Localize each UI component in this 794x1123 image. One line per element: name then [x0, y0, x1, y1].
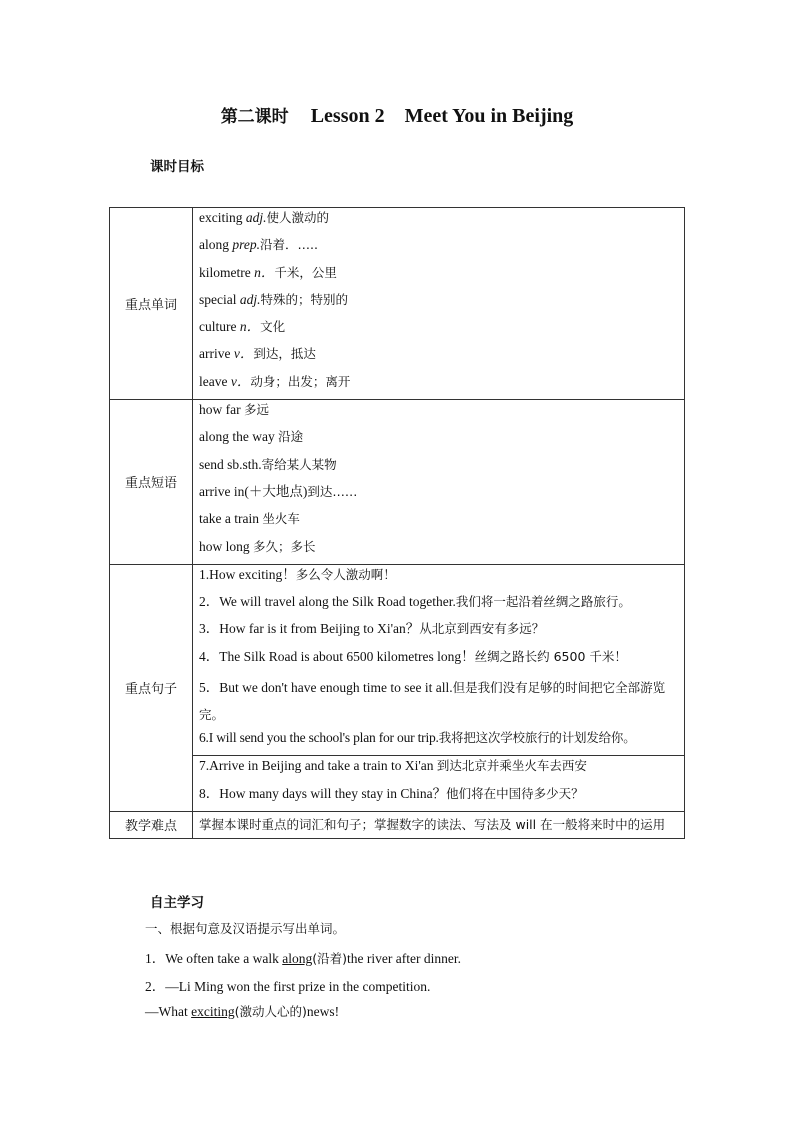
difficulty-label: 教学难点: [110, 811, 193, 838]
word-item: kilometre n．千米，公里: [199, 264, 337, 280]
word-item: leave v．动身；出发；离开: [199, 373, 351, 389]
word-item: exciting adj.使人激动的: [199, 210, 330, 225]
objectives-heading: 课时目标: [150, 159, 204, 175]
phrases-row: [110, 400, 685, 565]
phrases-content: [193, 400, 685, 565]
phrase-item: take a train 坐火车: [199, 511, 300, 527]
sentence-item: 7.Arrive in Beijing and take a train to Xi'an 到达北京并乘坐火车去西安: [199, 758, 587, 774]
sentence-item: 5．But we don't have enough time to see it all.但是我们没有足够的时间把它全部游览完。: [199, 680, 666, 723]
title-chinese: 第二课时: [220, 107, 289, 127]
sentences-content-2: [193, 756, 685, 812]
sentence-item: 8．How many days will they stay in China？他们将在中国待多少天？: [199, 785, 584, 801]
phrase-item: arrive in(＋大地点)到达……: [199, 483, 358, 499]
phrase-item: how far 多远: [199, 402, 269, 418]
exercise-question-2-reply: —What exciting(激动人心的)news!: [145, 1004, 340, 1019]
exercise-instruction: 一、根据句意及汉语提示写出单词。: [145, 922, 346, 936]
sentence-item: 4．The Silk Road is about 6500 kilometres long！丝绸之路长约 6500 千米！: [199, 648, 627, 664]
exercise-question-1: 1．We often take a walk along(沿着)the river after dinner.: [145, 951, 461, 966]
sentence-item: 1.How exciting！多么令人激动啊！: [199, 566, 396, 582]
exercise-question-2: 2．—Li Ming won the first prize in the competition.: [145, 979, 431, 994]
phrases-label: 重点短语: [110, 400, 193, 565]
word-item: special adj.特殊的；特别的: [199, 291, 349, 307]
word-item: arrive v．到达，抵达: [199, 346, 316, 362]
words-label: 重点单词: [110, 208, 193, 400]
answer-exciting: exciting: [191, 1004, 235, 1019]
phrase-item: how long 多久；多长: [199, 538, 316, 554]
word-item: culture n．文化: [199, 319, 286, 335]
sentences-row-1: [110, 564, 685, 755]
answer-along: along: [282, 951, 313, 966]
sentences-label: 重点句子: [110, 564, 193, 811]
difficulty-content: 掌握本课时重点的词汇和句子；掌握数字的读法、写法及 will 在一般将来时中的运用: [193, 811, 685, 838]
title-english: Lesson 2 Meet You in Beijing: [310, 105, 574, 127]
self-study-heading: 自主学习: [150, 895, 204, 911]
words-content: [193, 208, 685, 400]
difficulty-row: [110, 811, 685, 838]
words-row: [110, 208, 685, 400]
sentences-row-2: [110, 756, 685, 812]
sentence-item: 3．How far is it from Beijing to Xi'an？从北京到西安有多远？: [199, 621, 545, 637]
sentences-content: [193, 564, 685, 755]
phrase-item: send sb.sth.寄给某人某物: [199, 456, 337, 472]
word-item: along prep.沿着．…..: [199, 237, 318, 253]
objectives-table: [109, 207, 685, 839]
sentence-item: 2．We will travel along the Silk Road together.我们将一起沿着丝绸之路旅行。: [199, 594, 631, 610]
page-title: [0, 102, 794, 128]
phrase-item: along the way 沿途: [199, 429, 304, 445]
sentence-item: 6.I will send you the school's plan for our trip.我将把这次学校旅行的计划发给你。: [199, 730, 636, 746]
